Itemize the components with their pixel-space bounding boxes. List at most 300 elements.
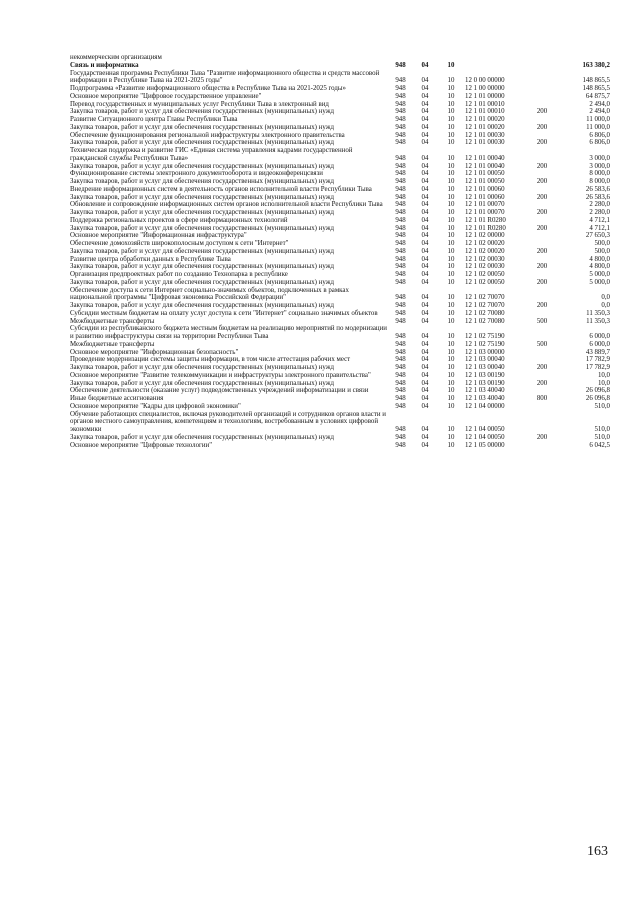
item-name: Подпрограмма «Развитие информационного общества в Республике Тыва на 2021-2025 годы»	[70, 85, 346, 92]
section-code: 04	[421, 123, 429, 131]
target-article-code: 12 1 01 00020	[465, 123, 505, 131]
expense-type-code	[531, 85, 553, 93]
subsection-code: 10	[447, 441, 455, 449]
expense-type-code: 200	[536, 108, 548, 116]
section-code: 04	[421, 240, 429, 247]
item-name: Основное мероприятие "Информационная безопасность"	[70, 348, 239, 356]
amount: 11 000,0	[586, 123, 610, 131]
section-code: 04	[421, 154, 429, 162]
item-name: Обеспечение функционирования региональной инфраструктуры электронного правительства	[70, 131, 345, 139]
table-row	[70, 310, 610, 318]
item-name: Закупка товаров, работ и услуг для обеспечения государственных (муниципальных) нужд	[70, 263, 334, 271]
expense-type-code	[531, 116, 553, 124]
table-row	[70, 186, 610, 194]
target-article-code: 12 1 01 00030	[465, 139, 505, 147]
section-code: 04	[421, 395, 429, 402]
target-article-code: 12 1 04 00000	[465, 402, 505, 410]
expense-type-code: 200	[536, 139, 548, 147]
item-name: Закупка товаров, работ и услуг для обеспечения государственных (муниципальных) нужд	[70, 247, 334, 255]
ministry-code: 948	[395, 309, 406, 317]
amount: 0,0	[601, 294, 610, 302]
section-code: 04	[421, 433, 429, 441]
item-name: Закупка товаров, работ и услуг для обеспечения государственных (муниципальных) нужд	[70, 302, 334, 309]
item-name: Основное мероприятие "Информационная инфраструктура"	[70, 232, 247, 240]
section-code: 04	[421, 441, 429, 449]
expense-type-code	[531, 356, 553, 364]
section-code: 04	[421, 162, 429, 170]
section-code: 04	[421, 333, 429, 340]
item-name: Проведение модернизации системы защиты информации, в том числе аттестация рабочих мест	[70, 356, 351, 364]
target-article-code: 12 1 01 00020	[465, 116, 505, 123]
amount: 6 806,0	[589, 131, 610, 139]
expense-type-code	[531, 93, 553, 101]
expense-type-code: 200	[536, 278, 548, 286]
ministry-code: 948	[395, 154, 406, 162]
amount: 4 712,1	[589, 224, 610, 232]
subsection-code: 10	[447, 209, 455, 216]
table-row	[70, 442, 610, 450]
subsection-code: 10	[447, 278, 455, 286]
ministry-code: 948	[395, 216, 406, 224]
ministry-code: 948	[395, 333, 406, 340]
target-article-code: 12 1 01 00010	[465, 100, 505, 108]
expense-type-code	[531, 442, 553, 450]
table-row	[70, 170, 610, 178]
item-name: Обучение работающих специалистов, включая руководителей организаций и сотрудников органов власти и органов местного самоуправления, компетенциям и технологиям, востребованным в условиях цифровой экономики	[70, 410, 386, 433]
table-row	[70, 411, 610, 434]
subsection-code: 10	[447, 317, 455, 325]
ministry-code: 948	[395, 278, 406, 286]
amount: 17 782,9	[585, 356, 610, 364]
target-article-code: 12 1 01 00050	[465, 178, 505, 185]
target-article-code: 12 0 00 00000	[465, 77, 505, 85]
expense-type-code	[531, 256, 553, 264]
subsection-code: 10	[447, 387, 455, 395]
section-code: 04	[421, 426, 429, 433]
section-code: 04	[421, 61, 429, 69]
ministry-code: 948	[395, 356, 406, 364]
subsection-code: 10	[447, 154, 455, 162]
amount: 26 583,6	[585, 193, 610, 201]
amount: 500,0	[594, 240, 610, 247]
amount: 11 350,3	[586, 317, 610, 325]
subsection-code: 10	[447, 108, 455, 116]
target-article-code: 12 1 01 00010	[465, 108, 505, 116]
target-article-code: 12 1 00 00000	[465, 85, 505, 92]
expense-type-code	[531, 325, 553, 341]
expense-type-code	[531, 372, 553, 380]
section-code: 04	[421, 348, 429, 356]
ministry-code	[388, 54, 413, 62]
target-article-code: 12 1 03 40040	[465, 395, 505, 402]
expense-type-code	[531, 387, 553, 395]
expense-type-code	[531, 271, 553, 279]
ministry-code: 948	[395, 61, 406, 69]
subsection-code: 10	[447, 178, 455, 185]
item-name: Субсидии местным бюджетам на оплату услуг доступа к сети "Интернет" социально значимых объектов	[70, 309, 378, 317]
expense-type-code	[531, 132, 553, 140]
section-code: 04	[421, 278, 429, 286]
table-row	[70, 372, 610, 380]
subsection-code: 10	[447, 193, 455, 201]
subsection-code: 10	[447, 232, 455, 240]
section-code	[413, 54, 437, 62]
section-code: 04	[421, 309, 429, 317]
ministry-code: 948	[395, 77, 406, 85]
expense-type-code: 500	[536, 317, 548, 325]
table-row	[70, 85, 610, 93]
subsection-code: 10	[447, 216, 455, 224]
subsection-code: 10	[447, 201, 455, 209]
ministry-code: 948	[395, 371, 406, 379]
expense-type-code	[531, 411, 553, 434]
ministry-code: 948	[395, 240, 406, 247]
table-row	[70, 271, 610, 279]
expense-type-code	[531, 54, 553, 62]
table-row	[70, 349, 610, 357]
amount: 10,0	[597, 371, 610, 379]
item-name: Закупка товаров, работ и услуг для обеспечения государственных (муниципальных) нужд	[70, 278, 334, 286]
target-article-code: 12 1 01 00030	[465, 131, 505, 139]
section-code: 04	[421, 387, 429, 395]
amount: 64 875,7	[585, 92, 610, 100]
table-row	[70, 225, 610, 233]
table-row	[70, 380, 610, 388]
ministry-code: 948	[395, 271, 406, 278]
table-row	[70, 139, 610, 147]
amount: 510,0	[594, 426, 610, 433]
table-row	[70, 147, 610, 163]
subsection-code: 10	[447, 123, 455, 131]
ministry-code: 948	[395, 294, 406, 302]
table-row	[70, 70, 610, 86]
target-article-code: 12 1 01 00060	[465, 185, 505, 193]
section-code: 04	[421, 379, 429, 387]
amount: 0,0	[601, 302, 610, 309]
ministry-code: 948	[395, 433, 406, 441]
subsection-code: 10	[447, 85, 455, 92]
amount: 4 712,1	[589, 216, 610, 224]
expense-type-code: 800	[536, 395, 548, 402]
subsection-code: 10	[447, 77, 455, 85]
item-name: Основное мероприятие "Цифровое государственное управление"	[70, 92, 262, 100]
subsection-code: 10	[447, 402, 455, 410]
expense-type-code	[531, 147, 553, 163]
ministry-code: 948	[395, 340, 406, 348]
target-article-code: 12 1 02 00020	[465, 247, 505, 255]
target-article-code: 12 1 03 00000	[465, 348, 505, 356]
item-name: Основное мероприятие "Цифровые технологии"	[70, 441, 213, 449]
item-name: Субсидии из республиканского бюджета местным бюджетам на реализацию мероприятий по модернизации и развитию инфраструктуры связи на территории Республики Тыва	[70, 325, 387, 340]
ministry-code: 948	[395, 185, 406, 193]
section-code: 04	[421, 193, 429, 201]
section-code: 04	[421, 402, 429, 410]
target-article-code: 12 1 02 00050	[465, 278, 505, 286]
item-name: Закупка товаров, работ и услуг для обеспечения государственных (муниципальных) нужд	[70, 364, 334, 371]
ministry-code: 948	[395, 441, 406, 449]
section-code: 04	[421, 100, 429, 108]
amount: 43 889,7	[585, 348, 610, 356]
subsection-code: 10	[447, 61, 455, 69]
subsection-code: 10	[447, 348, 455, 356]
ministry-code: 948	[395, 224, 406, 232]
ministry-code: 948	[395, 348, 406, 356]
expense-type-code	[531, 170, 553, 178]
ministry-code: 948	[395, 123, 406, 131]
amount: 6 806,0	[589, 139, 610, 147]
section-code: 04	[421, 271, 429, 278]
table-row	[70, 124, 610, 132]
item-name: Техническая поддержка и развитие ГИС «Единая система управления кадрами государственной гражданской службы Республики Тыва»	[70, 147, 353, 162]
target-article-code: 12 1 02 75190	[465, 333, 505, 340]
amount: 3 000,0	[589, 162, 610, 170]
table-row	[70, 263, 610, 271]
amount: 6 000,0	[589, 333, 610, 340]
item-name: Организация предпроектных работ по созданию Технопарка в республике	[70, 271, 288, 278]
section-code: 04	[421, 185, 429, 193]
table-row	[70, 101, 610, 109]
section-code: 04	[421, 201, 429, 209]
item-name: Основное мероприятие "Кадры для цифровой экономики"	[70, 402, 241, 410]
expense-type-code: 200	[536, 302, 548, 309]
table-row	[70, 395, 610, 403]
target-article-code: 12 1 01 R0280	[465, 216, 506, 224]
amount	[553, 54, 610, 62]
target-article-code: 12 1 01 R0280	[465, 224, 506, 232]
table-row	[70, 434, 610, 442]
section-code: 04	[421, 131, 429, 139]
budget-table	[70, 54, 610, 449]
expense-type-code	[531, 201, 553, 209]
expense-type-code: 200	[536, 193, 548, 201]
table-row	[70, 116, 610, 124]
amount: 4 800,0	[589, 255, 610, 263]
target-article-code: 12 1 03 00190	[465, 371, 505, 379]
ministry-code: 948	[395, 317, 406, 325]
amount: 8 000,0	[589, 178, 610, 185]
ministry-code: 948	[395, 131, 406, 139]
table-row	[70, 217, 610, 225]
target-article-code: 12 1 03 40040	[465, 387, 505, 395]
ministry-code: 948	[395, 139, 406, 147]
subsection-code: 10	[447, 100, 455, 108]
expense-type-code: 200	[536, 209, 548, 216]
target-article-code	[465, 62, 531, 70]
table-row	[70, 318, 610, 326]
item-name: Закупка товаров, работ и услуг для обеспечения государственных (муниципальных) нужд	[70, 162, 334, 170]
item-name: Основное мероприятие "Развитие телекоммуникации и инфраструктуры электронного правительства"	[70, 371, 371, 379]
amount: 27 650,3	[585, 232, 610, 240]
subsection-code: 10	[447, 131, 455, 139]
ministry-code: 948	[395, 263, 406, 271]
target-article-code: 12 1 02 70080	[465, 309, 505, 317]
subsection-code: 10	[447, 433, 455, 441]
table-row	[70, 108, 610, 116]
target-article-code	[465, 54, 531, 62]
subsection-code: 10	[447, 139, 455, 147]
ministry-code: 948	[395, 426, 406, 433]
ministry-code: 948	[395, 201, 406, 209]
subsection-code: 10	[447, 170, 455, 178]
section-code: 04	[421, 108, 429, 116]
amount: 26 096,8	[585, 387, 610, 395]
target-article-code: 12 1 02 00030	[465, 263, 505, 271]
section-code: 04	[421, 255, 429, 263]
target-article-code: 12 1 04 00050	[465, 433, 505, 441]
target-article-code: 12 1 01 00040	[465, 162, 505, 170]
table-row	[70, 302, 610, 310]
subsection-code: 10	[447, 185, 455, 193]
item-name: Закупка товаров, работ и услуг для обеспечения государственных (муниципальных) нужд	[70, 433, 334, 441]
expense-type-code	[531, 217, 553, 225]
subsection-code: 10	[447, 294, 455, 302]
subsection-code: 10	[447, 426, 455, 433]
item-name: некоммерческим организациям	[70, 54, 162, 61]
amount: 8 000,0	[589, 170, 610, 178]
item-name: Закупка товаров, работ и услуг для обеспечения государственных (муниципальных) нужд	[70, 193, 334, 201]
item-name: Закупка товаров, работ и услуг для обеспечения государственных (муниципальных) нужд	[70, 379, 334, 387]
target-article-code: 12 1 02 70070	[465, 302, 505, 309]
target-article-code: 12 1 03 00040	[465, 356, 505, 364]
table-row	[70, 387, 610, 395]
target-article-code: 12 1 03 00040	[465, 364, 505, 371]
section-code: 04	[421, 294, 429, 302]
target-article-code: 12 1 01 00040	[465, 154, 505, 162]
table-row	[70, 256, 610, 264]
ministry-code: 948	[395, 402, 406, 410]
expense-type-code: 200	[536, 247, 548, 255]
table-row	[70, 240, 610, 248]
expense-type-code: 200	[536, 224, 548, 232]
amount: 510,0	[594, 402, 610, 410]
amount: 2 494,0	[589, 108, 610, 116]
ministry-code: 948	[395, 232, 406, 240]
target-article-code: 12 1 02 00000	[465, 232, 505, 240]
subsection-code: 10	[447, 224, 455, 232]
section-code: 04	[421, 216, 429, 224]
item-name: Закупка товаров, работ и услуг для обеспечения государственных (муниципальных) нужд	[70, 178, 334, 185]
ministry-code: 948	[395, 364, 406, 371]
item-name: Межбюджетные трансферты	[70, 340, 155, 348]
section-code: 04	[421, 317, 429, 325]
item-name: Закупка товаров, работ и услуг для обеспечения государственных (муниципальных) нужд	[70, 139, 334, 147]
section-code: 04	[421, 247, 429, 255]
expense-type-code: 200	[536, 178, 548, 185]
section-code: 04	[421, 209, 429, 216]
ministry-code: 948	[395, 302, 406, 309]
table-row	[70, 132, 610, 140]
subsection-code: 10	[447, 92, 455, 100]
item-name: Внедрение информационных систем в деятельность органов исполнительной власти Республики Тыва	[70, 185, 372, 193]
section-code: 04	[421, 371, 429, 379]
section-code: 04	[421, 170, 429, 178]
amount: 6 042,5	[589, 441, 610, 449]
subsection-code: 10	[447, 371, 455, 379]
item-name: Функционирование системы электронного документооборота и видеоконференцсвязи	[70, 170, 323, 178]
item-name: Иные бюджетные ассигнования	[70, 395, 164, 402]
amount: 5 000,0	[589, 271, 610, 278]
subsection-code: 10	[447, 255, 455, 263]
table-row	[70, 62, 610, 70]
item-name: Обеспечение доступа к сети Интернет социально-значимых объектов, подключенных в рамках национальной программы "Цифровая экономика Российской Федерации"	[70, 286, 349, 302]
target-article-code: 12 1 01 00050	[465, 170, 505, 178]
subsection-code: 10	[447, 116, 455, 123]
table-row	[70, 325, 610, 341]
ministry-code: 948	[395, 387, 406, 395]
table-row	[70, 248, 610, 256]
ministry-code: 948	[395, 247, 406, 255]
expense-type-code: 200	[536, 379, 548, 387]
item-name: Перевод государственных и муниципальных услуг Республики Тыва в электронный вид	[70, 100, 329, 108]
section-code: 04	[421, 224, 429, 232]
amount: 26 583,6	[585, 185, 610, 193]
target-article-code: 12 1 01 00070	[465, 209, 505, 216]
expense-type-code	[531, 240, 553, 248]
expense-type-code: 200	[536, 162, 548, 170]
section-code: 04	[421, 139, 429, 147]
amount: 2 494,0	[589, 100, 610, 108]
ministry-code: 948	[395, 92, 406, 100]
target-article-code: 12 1 01 00000	[465, 92, 505, 100]
item-name: Закупка товаров, работ и услуг для обеспечения государственных (муниципальных) нужд	[70, 224, 334, 232]
table-row	[70, 287, 610, 303]
section-code: 04	[421, 85, 429, 92]
target-article-code: 12 1 05 00000	[465, 441, 505, 449]
ministry-code: 948	[395, 178, 406, 185]
ministry-code: 948	[395, 162, 406, 170]
amount: 26 096,8	[585, 395, 610, 402]
ministry-code: 948	[395, 85, 406, 92]
amount: 17 782,9	[585, 364, 610, 371]
expense-type-code	[531, 287, 553, 303]
target-article-code: 12 1 02 00030	[465, 255, 505, 263]
item-name: Обновление и сопровождение информационных систем органов исполнительной власти Республики Тыва	[70, 201, 383, 209]
expense-type-code	[531, 101, 553, 109]
target-article-code: 12 1 02 70070	[465, 294, 505, 302]
table-row	[70, 163, 610, 171]
table-row	[70, 209, 610, 217]
ministry-code: 948	[395, 108, 406, 116]
item-name: Закупка товаров, работ и услуг для обеспечения государственных (муниципальных) нужд	[70, 209, 334, 216]
ministry-code: 948	[395, 170, 406, 178]
expense-type-code: 500	[536, 340, 548, 348]
item-name: Обеспечение домохозяйств широкополосным доступом к сети "Интернет"	[70, 240, 289, 247]
expense-type-code	[531, 232, 553, 240]
ministry-code: 948	[395, 395, 406, 402]
expense-type-code	[531, 70, 553, 86]
table-row	[70, 232, 610, 240]
subsection-code: 10	[447, 162, 455, 170]
target-article-code: 12 1 02 70080	[465, 317, 505, 325]
subsection-code: 10	[447, 240, 455, 247]
amount: 10,0	[597, 379, 610, 387]
ministry-code: 948	[395, 379, 406, 387]
item-name: Развитие Ситуационного центра Главы Республики Тыва	[70, 116, 238, 123]
subsection-code: 10	[447, 333, 455, 340]
item-name: Связь и информатика	[70, 61, 139, 69]
target-article-code: 12 1 01 00070	[465, 201, 505, 209]
item-name: Межбюджетные трансферты	[70, 317, 155, 325]
expense-type-code: 200	[536, 364, 548, 371]
subsection-code: 10	[447, 356, 455, 364]
target-article-code: 12 1 01 00060	[465, 193, 505, 201]
target-article-code: 12 1 03 00190	[465, 379, 505, 387]
subsection-code: 10	[447, 309, 455, 317]
section-code: 04	[421, 356, 429, 364]
ministry-code: 948	[395, 100, 406, 108]
table-row	[70, 364, 610, 372]
amount: 500,0	[594, 247, 610, 255]
